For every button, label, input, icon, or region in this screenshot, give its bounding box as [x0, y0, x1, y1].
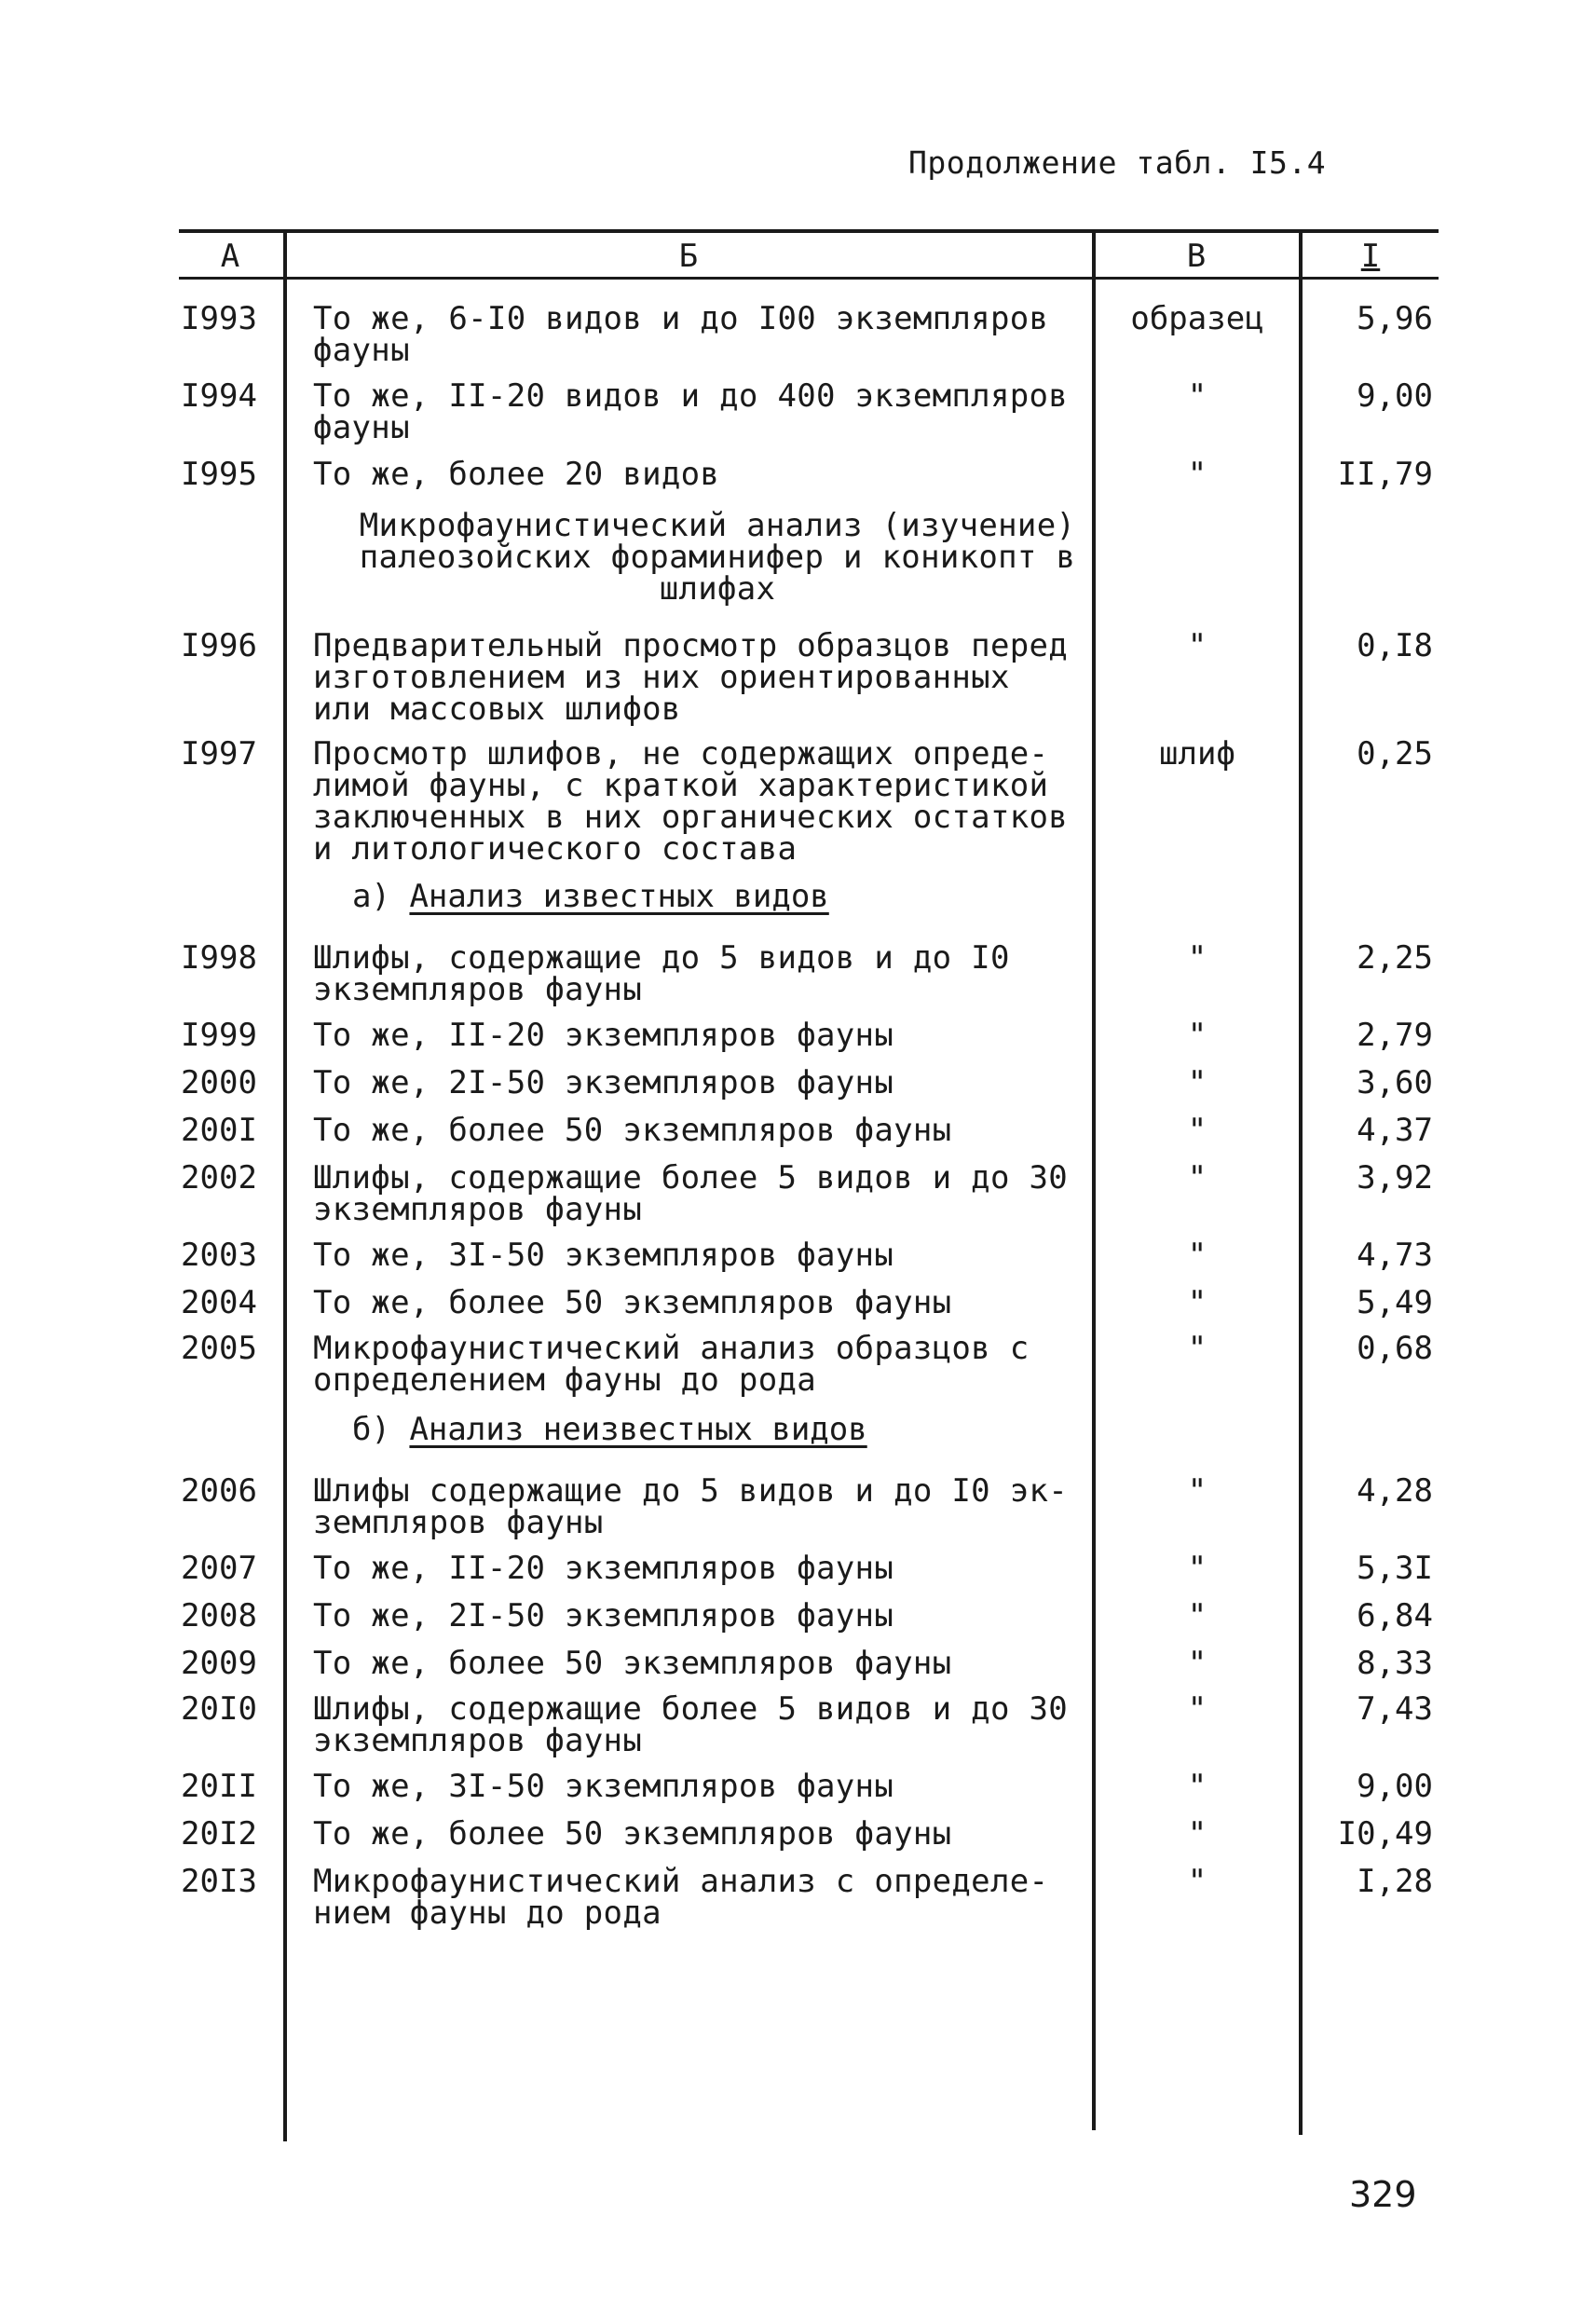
table-continuation-caption: Продолжение табл. I5.4: [908, 144, 1327, 181]
row-price: 0,68: [1357, 1330, 1433, 1367]
row-description: То же, II-20 экземпляров фауны: [313, 1017, 894, 1054]
row-price: 0,I8: [1357, 627, 1433, 664]
row-code: I993: [181, 300, 257, 337]
row-unit: ": [1187, 1284, 1207, 1321]
row-description: Шлифы содержащие до 5 видов и до I0 эк- земпляров фауны: [313, 1472, 1069, 1541]
row-code: 2007: [181, 1550, 257, 1587]
row-description: То же, более 50 экземпляров фауны: [313, 1112, 952, 1149]
row-unit: ": [1187, 1863, 1207, 1900]
header-col-v: В: [1186, 238, 1207, 275]
row-unit: ": [1187, 1472, 1207, 1510]
row-unit: ": [1187, 939, 1207, 977]
row-code: 2008: [181, 1597, 257, 1634]
row-unit: ": [1187, 1159, 1207, 1197]
row-code: 2009: [181, 1645, 257, 1682]
row-description: То же, 2I-50 экземпляров фауны: [313, 1597, 894, 1634]
row-unit: ": [1187, 1645, 1207, 1682]
row-description: То же, более 50 экземпляров фауны: [313, 1645, 952, 1682]
row-description: То же, II-20 видов и до 400 экземпляров фауны: [313, 377, 1069, 446]
row-price: 3,60: [1357, 1064, 1433, 1101]
row-code: I995: [181, 456, 257, 493]
table-top-rule: [179, 229, 1439, 233]
row-price: I,28: [1357, 1863, 1433, 1900]
row-code: 20I3: [181, 1863, 257, 1900]
row-unit: ": [1187, 1597, 1207, 1634]
row-price: 4,73: [1357, 1237, 1433, 1274]
row-description: То же, 2I-50 экземпляров фауны: [313, 1064, 894, 1101]
row-code: I996: [181, 627, 257, 664]
row-unit: ": [1187, 1550, 1207, 1587]
row-code: 2002: [181, 1159, 257, 1197]
row-code: 2003: [181, 1237, 257, 1274]
row-description: То же, более 50 экземпляров фауны: [313, 1815, 952, 1853]
row-unit: ": [1187, 456, 1207, 493]
row-price: 5,49: [1357, 1284, 1433, 1321]
header-col-b: Б: [678, 238, 699, 275]
row-description: Шлифы, содержащие более 5 видов и до 30 экземпляров фауны: [313, 1159, 1069, 1228]
row-code: 20II: [181, 1768, 257, 1805]
row-unit: ": [1187, 1112, 1207, 1149]
row-price: I0,49: [1337, 1815, 1433, 1853]
row-code: I994: [181, 377, 257, 415]
row-description: Предварительный просмотр образцов перед изготовлением из них ориентированных или массовых шлифов: [313, 627, 1069, 728]
row-price: II,79: [1337, 456, 1433, 493]
row-code: 2005: [181, 1330, 257, 1367]
row-code: I999: [181, 1017, 257, 1054]
row-unit: ": [1187, 627, 1207, 664]
section-heading-unknown-species: б) Анализ неизвестных видов: [352, 1411, 867, 1448]
row-price: 8,33: [1357, 1645, 1433, 1682]
row-description: То же, более 20 видов: [313, 456, 720, 493]
row-unit: ": [1187, 377, 1207, 415]
row-code: 200I: [181, 1112, 257, 1149]
row-price: 5,96: [1357, 300, 1433, 337]
row-description: То же, 3I-50 экземпляров фауны: [313, 1237, 894, 1274]
header-bottom-rule: [179, 277, 1439, 280]
row-unit: образец: [1130, 300, 1264, 337]
row-unit: ": [1187, 1815, 1207, 1853]
row-unit: ": [1187, 1690, 1207, 1728]
row-price: 4,28: [1357, 1472, 1433, 1510]
row-unit: шлиф: [1159, 735, 1235, 773]
row-code: 2004: [181, 1284, 257, 1321]
row-description: Микрофаунистический анализ образцов с определением фауны до рода: [313, 1330, 1030, 1399]
row-code: I997: [181, 735, 257, 773]
row-unit: ": [1187, 1017, 1207, 1054]
row-price: 9,00: [1357, 377, 1433, 415]
row-unit: ": [1187, 1237, 1207, 1274]
row-description: Просмотр шлифов, не содержащих опреде- лимой фауны, с краткой характеристикой заключенных в них органических остатков и литологического состава: [313, 735, 1069, 868]
row-price: 0,25: [1357, 735, 1433, 773]
row-unit: ": [1187, 1330, 1207, 1367]
row-description: Микрофаунистический анализ с определе- нием фауны до рода: [313, 1863, 1049, 1932]
row-code: 20I2: [181, 1815, 257, 1853]
row-price: 6,84: [1357, 1597, 1433, 1634]
row-code: 20I0: [181, 1690, 257, 1728]
row-price: 9,00: [1357, 1768, 1433, 1805]
row-unit: ": [1187, 1064, 1207, 1101]
row-description: То же, более 50 экземпляров фауны: [313, 1284, 952, 1321]
column-divider-a-b: [283, 229, 287, 2141]
row-description: То же, II-20 экземпляров фауны: [313, 1550, 894, 1587]
row-description: То же, 3I-50 экземпляров фауны: [313, 1768, 894, 1805]
row-code: 2000: [181, 1064, 257, 1101]
row-price: 4,37: [1357, 1112, 1433, 1149]
row-price: 3,92: [1357, 1159, 1433, 1197]
header-col-g: I: [1360, 238, 1381, 275]
header-col-a: А: [220, 238, 240, 275]
row-price: 7,43: [1357, 1690, 1433, 1728]
row-unit: ": [1187, 1768, 1207, 1805]
row-description: Шлифы, содержащие более 5 видов и до 30 экземпляров фауны: [313, 1690, 1069, 1759]
row-description: Шлифы, содержащие до 5 видов и до I0 экземпляров фауны: [313, 939, 1010, 1008]
row-code: I998: [181, 939, 257, 977]
row-price: 2,25: [1357, 939, 1433, 977]
row-price: 2,79: [1357, 1017, 1433, 1054]
section-heading-known-species: а) Анализ известных видов: [352, 878, 829, 915]
row-price: 5,3I: [1357, 1550, 1433, 1587]
row-code: 2006: [181, 1472, 257, 1510]
page-number: 329: [1349, 2174, 1417, 2215]
row-description: То же, 6-I0 видов и до I00 экземпляров фауны: [313, 300, 1049, 369]
